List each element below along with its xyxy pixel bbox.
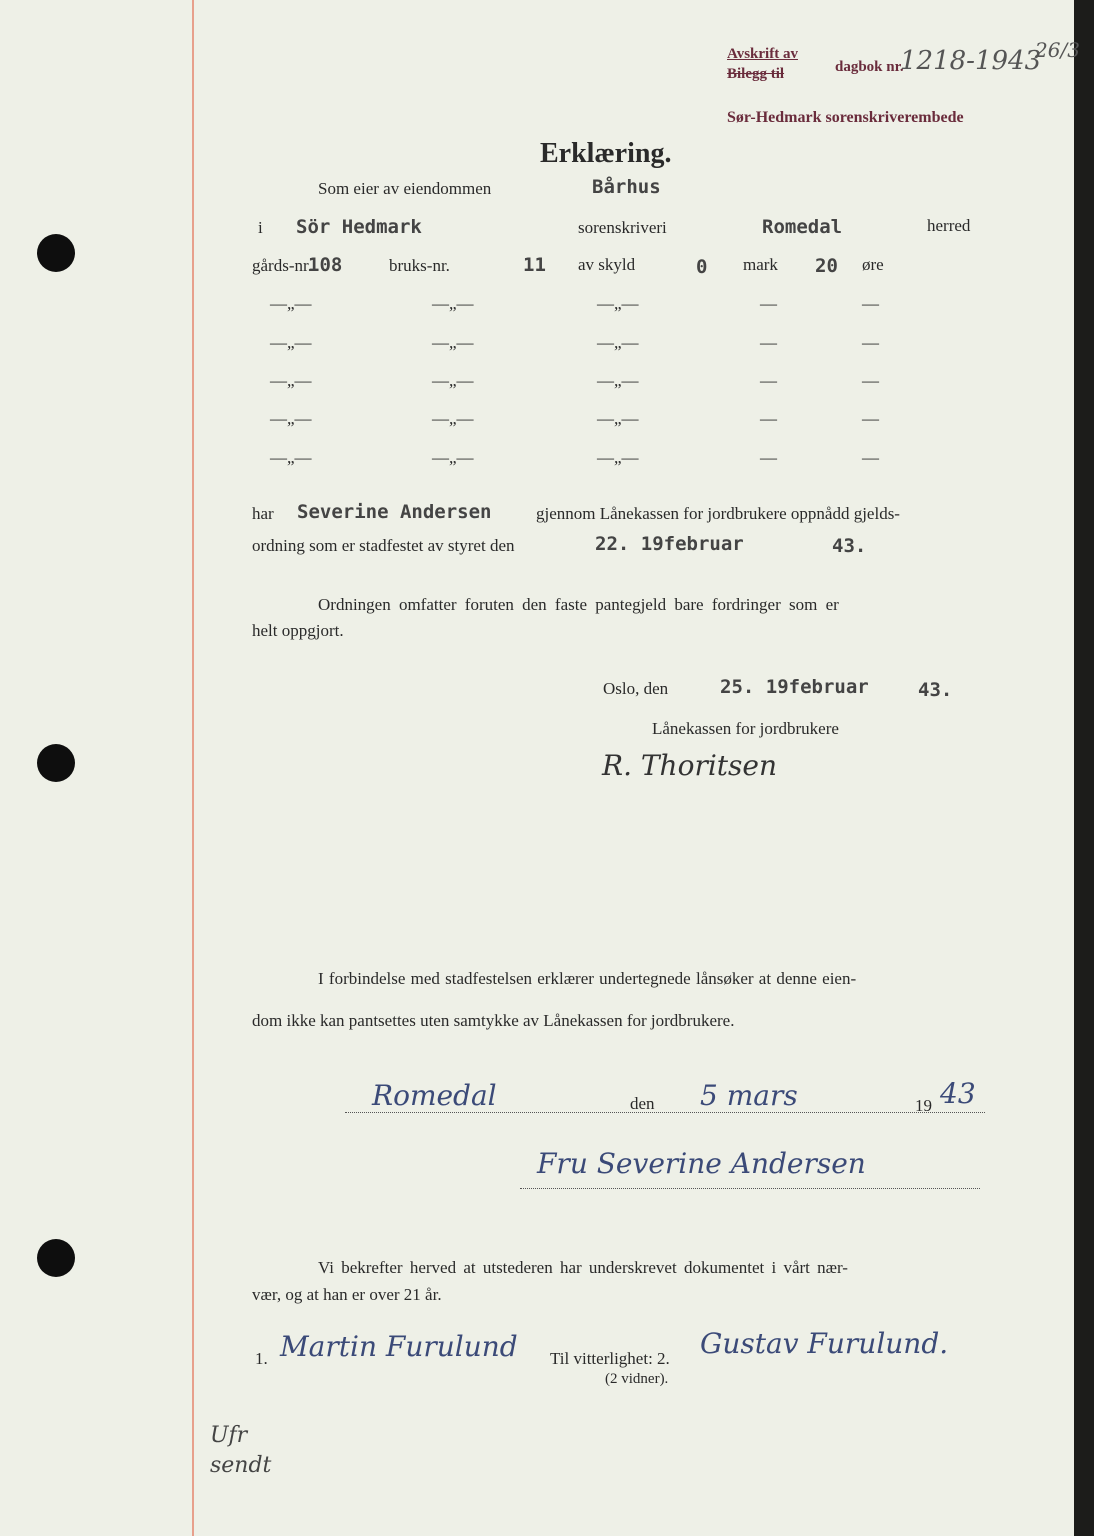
ditto-mark: —„— xyxy=(270,448,312,467)
ditto-mark: —„— xyxy=(597,448,639,467)
issue-org: Lånekassen for jordbrukere xyxy=(652,719,839,738)
label-den: den xyxy=(630,1094,655,1113)
ditto-mark: —„— xyxy=(270,371,312,390)
ditto-mark: —„— xyxy=(432,371,474,390)
municipality: Romedal xyxy=(762,216,843,238)
stamp-office: Sør-Hedmark sorenskriverembede xyxy=(727,109,964,126)
scan-edge xyxy=(1074,0,1094,1536)
board-year: 43. xyxy=(832,535,867,557)
ditto-mark: — xyxy=(760,294,777,313)
binder-hole xyxy=(37,744,75,782)
witness-label: Til vitterlighet: 2. xyxy=(550,1349,670,1368)
issue-year: 43. xyxy=(918,679,953,701)
binder-hole xyxy=(37,234,75,272)
ditto-mark: —„— xyxy=(432,294,474,313)
bruks-nr: 11 xyxy=(523,254,546,276)
ditto-mark: —„— xyxy=(597,333,639,352)
ditto-mark: — xyxy=(760,409,777,428)
declaration-century: 19 xyxy=(915,1096,932,1115)
witness2-signature: Gustav Furulund. xyxy=(700,1327,949,1360)
declaration-date: 5 mars xyxy=(700,1079,798,1112)
ditto-mark: —„— xyxy=(432,448,474,467)
property-name: Bårhus xyxy=(592,176,661,198)
declaration-line2: dom ikke kan pantsettes uten samtykke av Lånekassen for jordbrukere. xyxy=(252,1011,735,1030)
ditto-mark: — xyxy=(862,409,879,428)
margin-line xyxy=(192,0,194,1536)
stamp-line2: Bilegg til xyxy=(727,66,785,82)
ditto-mark: —„— xyxy=(270,333,312,352)
label-herred: herred xyxy=(927,216,971,235)
body-para2a: Ordningen omfatter foruten den faste pantegjeld bare fordringer som er xyxy=(318,595,839,614)
label-i: i xyxy=(258,218,263,237)
stamp-dagbok: dagbok nr. xyxy=(835,59,904,75)
label-gards: gårds-nr. xyxy=(252,256,312,275)
margin-note: sendt xyxy=(210,1453,272,1478)
ditto-mark: —„— xyxy=(270,294,312,313)
dagbok-number: 1218-1943 xyxy=(900,46,1042,76)
label-ore: øre xyxy=(862,255,884,274)
body-line1: gjennom Lånekassen for jordbrukere oppnådd gjelds- xyxy=(536,504,900,523)
borrower-signature: Fru Severine Andersen xyxy=(537,1147,866,1180)
stamp-line1: Avskrift av xyxy=(727,46,798,62)
borrower-name: Severine Andersen xyxy=(297,501,492,523)
witness-line2: vær, og at han er over 21 år. xyxy=(252,1285,442,1304)
witness-line1: Vi bekrefter herved at utstederen har underskrevet dokumentet i vårt nær- xyxy=(318,1258,848,1277)
witness-number: 1. xyxy=(255,1349,268,1368)
binder-hole xyxy=(37,1239,75,1277)
label-skyld: av skyld xyxy=(578,255,636,274)
issue-date: 25. 19februar xyxy=(720,676,869,698)
district: Sör Hedmark xyxy=(296,216,422,238)
label-mark: mark xyxy=(743,255,778,274)
body-para2b: helt oppgjort. xyxy=(252,621,344,640)
declaration-line1: I forbindelse med stadfestelsen erklærer undertegnede lånsøker at denne eien- xyxy=(318,969,857,988)
ditto-mark: —„— xyxy=(597,371,639,390)
skyld-ore: 20 xyxy=(815,255,838,277)
declaration-place: Romedal xyxy=(372,1079,497,1112)
gards-nr: 108 xyxy=(308,254,343,276)
ditto-mark: —„— xyxy=(597,409,639,428)
ditto-mark: — xyxy=(760,371,777,390)
ditto-mark: — xyxy=(760,333,777,352)
label-bruks: bruks-nr. xyxy=(389,256,450,275)
stamp-date: 26/3 xyxy=(1035,38,1080,62)
ditto-mark: — xyxy=(862,333,879,352)
issue-place: Oslo, den xyxy=(603,679,669,698)
label-sorenskriveri: sorenskriveri xyxy=(578,218,667,237)
ditto-mark: — xyxy=(862,448,879,467)
witness-note: (2 vidner). xyxy=(605,1371,669,1387)
ditto-mark: —„— xyxy=(432,333,474,352)
page-title: Erklæring. xyxy=(540,138,672,169)
witness1-signature: Martin Furulund xyxy=(280,1330,518,1363)
issuer-signature: R. Thoritsen xyxy=(602,749,778,782)
owner-label: Som eier av eiendommen xyxy=(318,179,492,198)
board-date: 22. 19februar xyxy=(595,533,744,555)
ditto-mark: —„— xyxy=(270,409,312,428)
margin-note: Ufr xyxy=(210,1423,248,1448)
ditto-mark: — xyxy=(862,371,879,390)
ditto-mark: — xyxy=(862,294,879,313)
ditto-mark: —„— xyxy=(597,294,639,313)
skyld-mark: 0 xyxy=(696,256,708,278)
declaration-year: 43 xyxy=(940,1077,976,1110)
ditto-mark: — xyxy=(760,448,777,467)
body-line2: ordning som er stadfestet av styret den xyxy=(252,536,515,555)
ditto-mark: —„— xyxy=(432,409,474,428)
label-har: har xyxy=(252,504,274,523)
